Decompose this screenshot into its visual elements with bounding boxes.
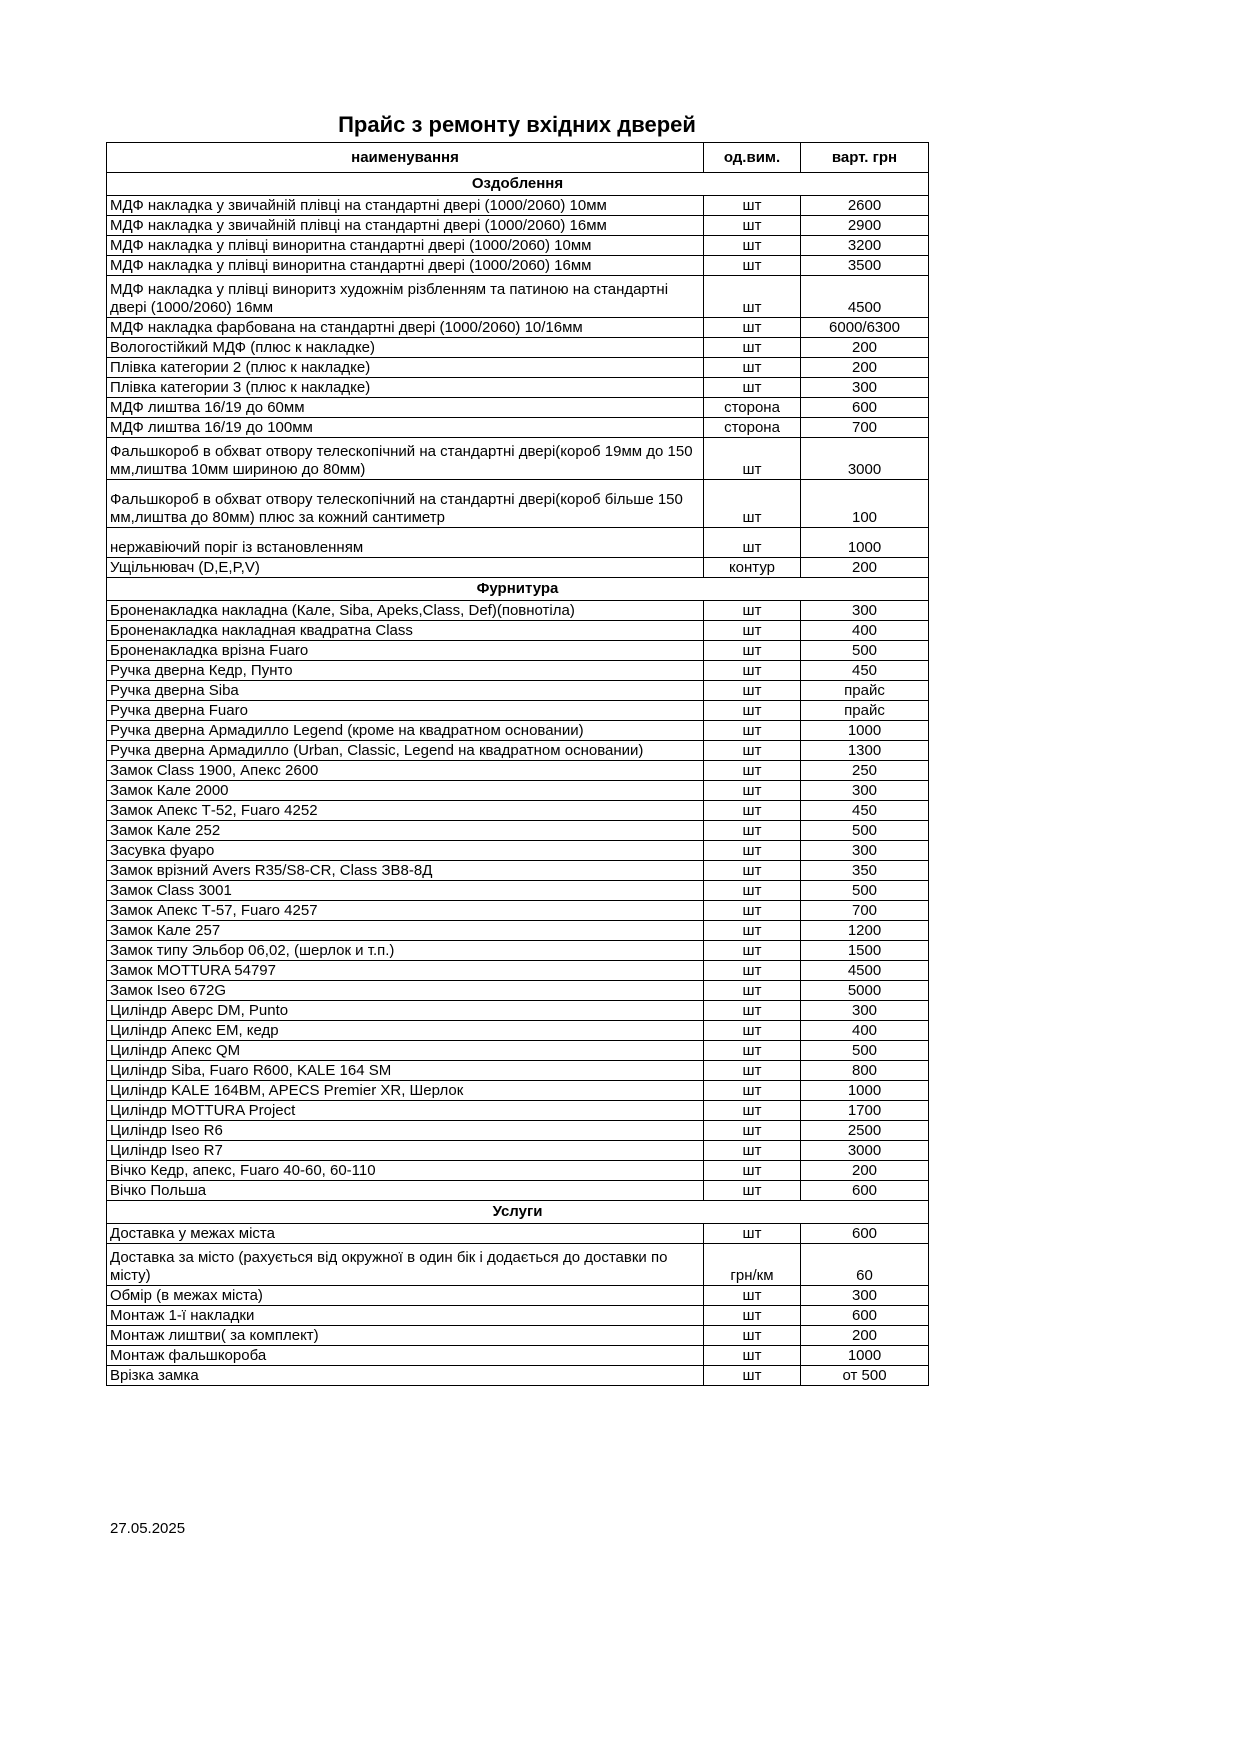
item-unit: грн/км — [704, 1244, 801, 1286]
item-name: Замок Кале 257 — [107, 921, 704, 941]
item-price: 200 — [801, 338, 929, 358]
item-name: Циліндр Апекс ЕМ, кедр — [107, 1021, 704, 1041]
item-price: 600 — [801, 1224, 929, 1244]
table-row — [107, 358, 929, 378]
item-name: Замок Апекс Т-52, Fuaro 4252 — [107, 801, 704, 821]
item-name: Фальшкороб в обхват отвору телескопічний на стандартні двері(короб більше 150 мм,лиштва до 80мм) плюс за кожний сантиметр — [107, 480, 704, 528]
item-unit: шт — [704, 276, 801, 318]
item-name: Ручка дверна Кедр, Пунто — [107, 661, 704, 681]
item-price: 300 — [801, 1286, 929, 1306]
item-name: МДФ накладка фарбована на стандартні двері (1000/2060) 10/16мм — [107, 318, 704, 338]
item-unit: шт — [704, 801, 801, 821]
item-name: Циліндр Iseo R7 — [107, 1141, 704, 1161]
item-name: Ручка дверна Siba — [107, 681, 704, 701]
item-name: Замок MOTTURA 54797 — [107, 961, 704, 981]
item-unit: шт — [704, 1141, 801, 1161]
item-name: Замок Class 3001 — [107, 881, 704, 901]
item-unit: шт — [704, 358, 801, 378]
item-name: Циліндр Siba, Fuaro R600, KALE 164 SM — [107, 1061, 704, 1081]
section-title: Услуги — [107, 1201, 929, 1224]
item-name: Вічко Польша — [107, 1181, 704, 1201]
item-price: 600 — [801, 398, 929, 418]
table-row — [107, 1021, 929, 1041]
table-row — [107, 601, 929, 621]
item-unit: шт — [704, 761, 801, 781]
table-row — [107, 1306, 929, 1326]
item-unit: шт — [704, 701, 801, 721]
table-row — [107, 418, 929, 438]
item-unit: шт — [704, 1224, 801, 1244]
table-row — [107, 1244, 929, 1286]
table-row — [107, 318, 929, 338]
item-price: 300 — [801, 781, 929, 801]
table-row — [107, 761, 929, 781]
table-row — [107, 1001, 929, 1021]
table-row — [107, 1286, 929, 1306]
price-table-body — [107, 143, 929, 1386]
item-name: Циліндр Аверс DM, Punto — [107, 1001, 704, 1021]
item-unit: шт — [704, 981, 801, 1001]
item-price: 200 — [801, 558, 929, 578]
table-row — [107, 701, 929, 721]
item-name: Броненакладка накладная квадратна Class — [107, 621, 704, 641]
table-row — [107, 641, 929, 661]
item-unit: шт — [704, 941, 801, 961]
item-price: 500 — [801, 1041, 929, 1061]
table-row — [107, 236, 929, 256]
item-unit: шт — [704, 1021, 801, 1041]
item-price: 2900 — [801, 216, 929, 236]
price-table — [106, 142, 929, 1386]
table-row — [107, 558, 929, 578]
item-price: 300 — [801, 601, 929, 621]
item-name: Фальшкороб в обхват отвору телескопічний на стандартні двері(короб 19мм до 150 мм,лиштва 10мм шириною до 80мм) — [107, 438, 704, 480]
table-row — [107, 881, 929, 901]
item-unit: контур — [704, 558, 801, 578]
item-unit: шт — [704, 881, 801, 901]
item-name: МДФ лиштва 16/19 до 60мм — [107, 398, 704, 418]
table-row — [107, 438, 929, 480]
table-row — [107, 861, 929, 881]
item-price: 1000 — [801, 1081, 929, 1101]
item-price: 500 — [801, 821, 929, 841]
item-name: Вічко Кедр, апекс, Fuaro 40-60, 60-110 — [107, 1161, 704, 1181]
item-price: 1000 — [801, 721, 929, 741]
table-row — [107, 1081, 929, 1101]
item-price: 600 — [801, 1181, 929, 1201]
item-name: Циліндр Iseo R6 — [107, 1121, 704, 1141]
item-name: нержавіючий поріг із встановленням — [107, 528, 704, 558]
item-name: Плівка категории 3 (плюс к накладке) — [107, 378, 704, 398]
item-price: 300 — [801, 378, 929, 398]
table-row — [107, 256, 929, 276]
item-unit: шт — [704, 1061, 801, 1081]
item-unit: шт — [704, 681, 801, 701]
table-row — [107, 621, 929, 641]
table-row — [107, 1061, 929, 1081]
item-name: Замок типу Эльбор 06,02, (шерлок и т.п.) — [107, 941, 704, 961]
item-price: 450 — [801, 801, 929, 821]
item-unit: шт — [704, 1101, 801, 1121]
item-price: 450 — [801, 661, 929, 681]
table-row — [107, 1326, 929, 1346]
item-price: 2500 — [801, 1121, 929, 1141]
item-price: 700 — [801, 901, 929, 921]
item-price: прайс — [801, 681, 929, 701]
table-row — [107, 276, 929, 318]
section-title: Фурнитура — [107, 578, 929, 601]
item-unit: шт — [704, 861, 801, 881]
item-unit: шт — [704, 438, 801, 480]
item-name: МДФ накладка у плівці виноритна стандартні двері (1000/2060) 16мм — [107, 256, 704, 276]
item-unit: шт — [704, 621, 801, 641]
item-name: Циліндр MOTTURA Project — [107, 1101, 704, 1121]
item-unit: шт — [704, 841, 801, 861]
item-price: 700 — [801, 418, 929, 438]
item-price: 4500 — [801, 961, 929, 981]
item-unit: шт — [704, 256, 801, 276]
header-price: варт. грн — [801, 143, 929, 173]
item-name: Врізка замка — [107, 1366, 704, 1386]
item-price: 350 — [801, 861, 929, 881]
item-price: 500 — [801, 641, 929, 661]
item-unit: шт — [704, 781, 801, 801]
item-unit: шт — [704, 601, 801, 621]
item-price: 1700 — [801, 1101, 929, 1121]
item-price: 2600 — [801, 196, 929, 216]
item-name: Ручка дверна Армадилло (Urban, Classic, Legend на квадратном основании) — [107, 741, 704, 761]
table-row — [107, 1161, 929, 1181]
item-price: 5000 — [801, 981, 929, 1001]
table-row — [107, 216, 929, 236]
item-unit: шт — [704, 821, 801, 841]
item-unit: шт — [704, 661, 801, 681]
item-price: 3200 — [801, 236, 929, 256]
table-row — [107, 1141, 929, 1161]
table-row — [107, 398, 929, 418]
table-row — [107, 1041, 929, 1061]
table-row — [107, 821, 929, 841]
item-price: 200 — [801, 1161, 929, 1181]
item-unit: шт — [704, 528, 801, 558]
item-name: Засувка фуаро — [107, 841, 704, 861]
table-row — [107, 841, 929, 861]
item-name: Замок Class 1900, Апекс 2600 — [107, 761, 704, 781]
item-name: МДФ накладка у звичайній плівці на стандартні двері (1000/2060) 16мм — [107, 216, 704, 236]
table-row — [107, 781, 929, 801]
item-name: Циліндр KALE 164BM, APECS Premier XR, Шерлок — [107, 1081, 704, 1101]
table-row — [107, 981, 929, 1001]
table-row — [107, 1224, 929, 1244]
item-price: 600 — [801, 1306, 929, 1326]
table-row — [107, 801, 929, 821]
item-unit: шт — [704, 378, 801, 398]
item-unit: шт — [704, 216, 801, 236]
item-unit: шт — [704, 1306, 801, 1326]
item-price: прайс — [801, 701, 929, 721]
item-name: Замок Кале 2000 — [107, 781, 704, 801]
item-name: Вологостійкий МДФ (плюс к накладке) — [107, 338, 704, 358]
item-unit: шт — [704, 721, 801, 741]
item-price: 500 — [801, 881, 929, 901]
item-price: 6000/6300 — [801, 318, 929, 338]
item-price: 3000 — [801, 1141, 929, 1161]
item-price: 3000 — [801, 438, 929, 480]
item-name: МДФ накладка у плівці виноритна стандартні двері (1000/2060) 10мм — [107, 236, 704, 256]
section-header-row — [107, 173, 929, 196]
table-row — [107, 338, 929, 358]
item-price: 200 — [801, 1326, 929, 1346]
table-row — [107, 1101, 929, 1121]
header-name: наименування — [107, 143, 704, 173]
item-unit: шт — [704, 1181, 801, 1201]
table-row — [107, 921, 929, 941]
item-name: Монтаж 1-ї накладки — [107, 1306, 704, 1326]
item-name: Плівка категории 2 (плюс к накладке) — [107, 358, 704, 378]
table-row — [107, 1121, 929, 1141]
item-name: Доставка у межах міста — [107, 1224, 704, 1244]
item-price: 3500 — [801, 256, 929, 276]
item-price: 1300 — [801, 741, 929, 761]
item-unit: шт — [704, 236, 801, 256]
item-unit: шт — [704, 741, 801, 761]
section-header-row — [107, 578, 929, 601]
item-name: Ручка дверна Fuaro — [107, 701, 704, 721]
item-price: 400 — [801, 1021, 929, 1041]
item-unit: шт — [704, 1041, 801, 1061]
table-row — [107, 528, 929, 558]
item-name: Ущільнювач (D,E,P,V) — [107, 558, 704, 578]
table-row — [107, 941, 929, 961]
item-name: Ручка дверна Армадилло Legend (кроме на квадратном основании) — [107, 721, 704, 741]
table-row — [107, 480, 929, 528]
item-unit: шт — [704, 338, 801, 358]
item-name: Обмір (в межах міста) — [107, 1286, 704, 1306]
item-price: от 500 — [801, 1366, 929, 1386]
item-price: 300 — [801, 841, 929, 861]
item-price: 800 — [801, 1061, 929, 1081]
item-unit: шт — [704, 1346, 801, 1366]
item-unit: шт — [704, 1001, 801, 1021]
table-row — [107, 1346, 929, 1366]
item-unit: шт — [704, 1161, 801, 1181]
table-row — [107, 961, 929, 981]
item-price: 100 — [801, 480, 929, 528]
table-row — [107, 1181, 929, 1201]
item-name: Монтаж лиштви( за комплект) — [107, 1326, 704, 1346]
table-header-row — [107, 143, 929, 173]
table-row — [107, 661, 929, 681]
item-name: МДФ накладка у плівці виноритз художнім різбленням та патиною на стандартні двері (1000/2060) 16мм — [107, 276, 704, 318]
item-price: 300 — [801, 1001, 929, 1021]
item-price: 1000 — [801, 528, 929, 558]
item-name: Броненакладка врізна Fuaro — [107, 641, 704, 661]
item-price: 1200 — [801, 921, 929, 941]
item-price: 1500 — [801, 941, 929, 961]
item-name: МДФ лиштва 16/19 до 100мм — [107, 418, 704, 438]
item-price: 4500 — [801, 276, 929, 318]
item-unit: шт — [704, 1366, 801, 1386]
item-unit: шт — [704, 1121, 801, 1141]
item-name: Доставка за місто (рахується від окружної в один бік і додається до доставки по місту) — [107, 1244, 704, 1286]
item-unit: шт — [704, 1286, 801, 1306]
table-row — [107, 681, 929, 701]
item-unit: шт — [704, 961, 801, 981]
item-unit: шт — [704, 901, 801, 921]
item-name: Броненакладка накладна (Кале, Siba, Apeks,Class, Def)(повнотіла) — [107, 601, 704, 621]
item-unit: шт — [704, 480, 801, 528]
item-unit: сторона — [704, 398, 801, 418]
item-name: Замок Апекс Т-57, Fuaro 4257 — [107, 901, 704, 921]
table-row — [107, 901, 929, 921]
item-unit: шт — [704, 196, 801, 216]
header-unit: од.вим. — [704, 143, 801, 173]
item-name: Замок Кале 252 — [107, 821, 704, 841]
item-price: 200 — [801, 358, 929, 378]
section-title: Оздоблення — [107, 173, 929, 196]
table-row — [107, 721, 929, 741]
item-name: МДФ накладка у звичайній плівці на стандартні двері (1000/2060) 10мм — [107, 196, 704, 216]
document-date: 27.05.2025 — [110, 1520, 186, 1537]
item-unit: шт — [704, 1081, 801, 1101]
item-name: Замок Iseo 672G — [107, 981, 704, 1001]
item-unit: шт — [704, 1326, 801, 1346]
table-row — [107, 378, 929, 398]
table-row — [107, 741, 929, 761]
item-unit: сторона — [704, 418, 801, 438]
item-name: Циліндр Апекс QM — [107, 1041, 704, 1061]
item-price: 60 — [801, 1244, 929, 1286]
table-row — [107, 196, 929, 216]
item-unit: шт — [704, 641, 801, 661]
table-row — [107, 1366, 929, 1386]
item-price: 1000 — [801, 1346, 929, 1366]
item-price: 400 — [801, 621, 929, 641]
item-unit: шт — [704, 318, 801, 338]
item-name: Монтаж фальшкороба — [107, 1346, 704, 1366]
item-price: 250 — [801, 761, 929, 781]
page-title: Прайс з ремонту вхідних дверей — [338, 112, 696, 137]
item-unit: шт — [704, 921, 801, 941]
item-name: Замок врізний Avers R35/S8-CR, Class ЗВ8-8Д — [107, 861, 704, 881]
section-header-row — [107, 1201, 929, 1224]
